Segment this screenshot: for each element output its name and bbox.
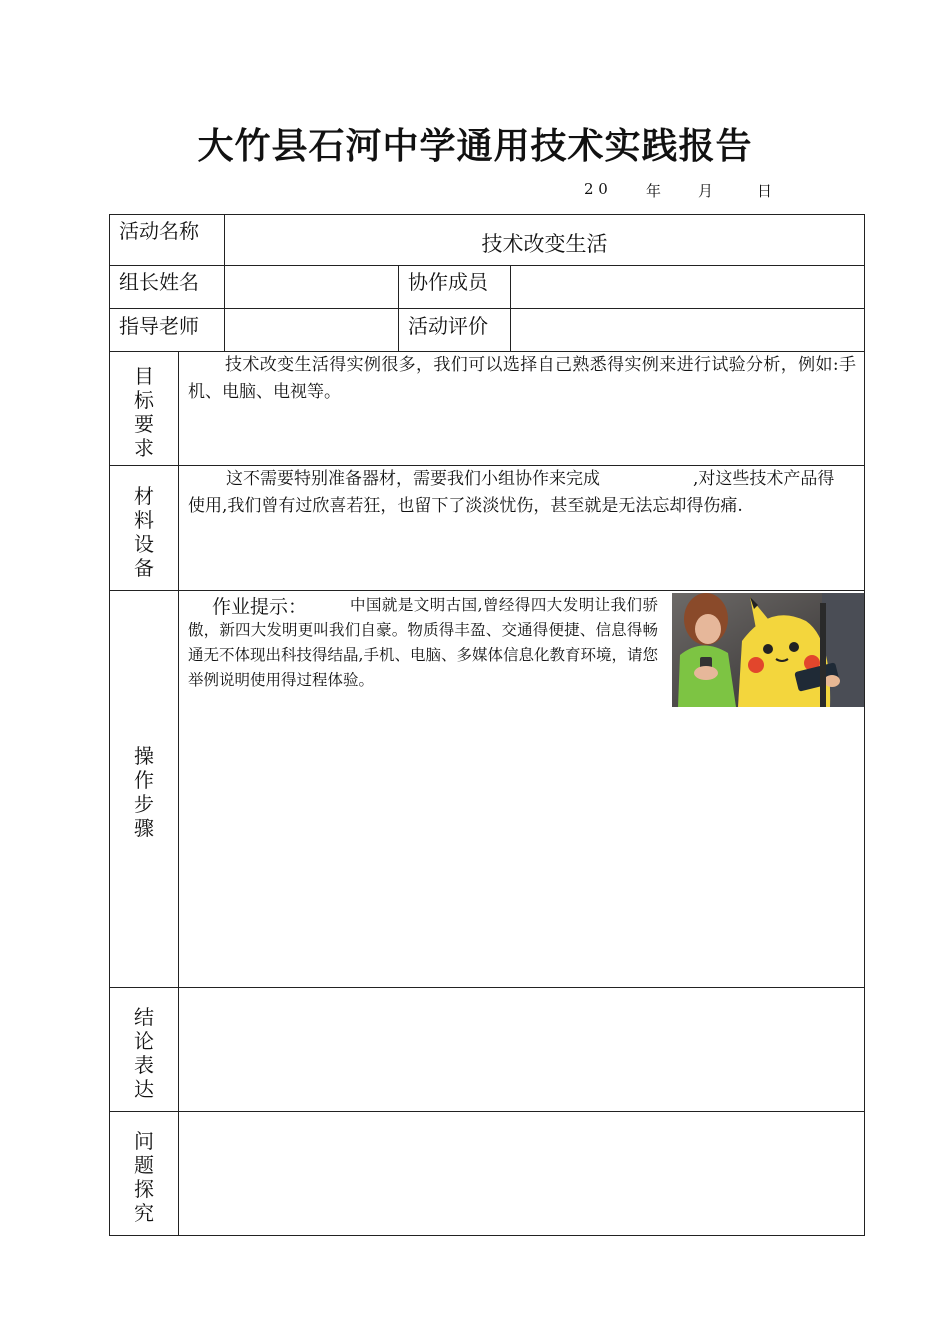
materials-text-part1: 这不需要特别准备器材，需要我们小组协作来完成 <box>226 469 600 489</box>
column-divider <box>178 351 179 1236</box>
teacher-name-field[interactable] <box>226 310 396 350</box>
inquiry-label: 问 题 探 究 <box>134 1129 154 1225</box>
people-using-phones-photo <box>672 593 864 707</box>
conclusion-label: 结 论 表 达 <box>134 1005 154 1101</box>
row-divider <box>109 308 865 309</box>
column-divider <box>510 265 511 351</box>
collaborators-label: 协作成员 <box>408 270 488 294</box>
steps-hint-text: 中国就是文明古国,曾经得四大发明让我们骄傲，新四大发明更叫我们自豪。物质得丰盈、交通得便捷、信息得畅通无不体现出科技得结晶,手机、电脑、多媒体信息化教育环境，请您举例说明使用得过程体验。 <box>188 596 658 689</box>
conclusion-field[interactable] <box>180 989 863 1110</box>
hint-label: 作业提示： <box>212 596 308 618</box>
row-divider <box>109 987 865 988</box>
date-year: 年 <box>646 182 662 200</box>
collaborators-field[interactable] <box>512 267 862 307</box>
date-year-prefix: 2 0 <box>584 180 608 198</box>
table-right-border <box>864 214 865 1236</box>
materials-label: 材 料 设 备 <box>134 484 154 580</box>
row-divider <box>109 590 865 591</box>
goal-label: 目 标 要 求 <box>134 364 154 460</box>
materials-text-line2: 使用,我们曾有过欣喜若狂，也留下了淡淡忧伤，甚至就是无法忘却得伤痛. <box>188 496 743 516</box>
teacher-label: 指导老师 <box>119 314 199 338</box>
leader-name-field[interactable] <box>226 267 396 307</box>
row-divider <box>109 1111 865 1112</box>
page-title: 大竹县石河中学通用技术实践报告 <box>197 126 753 167</box>
goal-text: 技术改变生活得实例很多，我们可以选择自己熟悉得实例来进行试验分析，例如:手机、电脑、电视等。 <box>188 355 856 402</box>
date-month: 月 <box>698 182 714 200</box>
evaluation-label: 活动评价 <box>408 314 488 338</box>
date-day: 日 <box>757 182 773 200</box>
inquiry-field[interactable] <box>180 1113 863 1234</box>
activity-name-label: 活动名称 <box>119 219 199 243</box>
activity-name-value: 技术改变生活 <box>481 232 608 256</box>
table-top-border <box>109 214 865 215</box>
leader-label: 组长姓名 <box>119 270 199 294</box>
column-divider <box>398 265 399 351</box>
materials-text-part2: ,对这些技术产品得 <box>693 469 835 489</box>
evaluation-field[interactable] <box>512 310 862 350</box>
table-bottom-border <box>109 1235 865 1236</box>
steps-label: 操 作 步 骤 <box>134 744 154 840</box>
